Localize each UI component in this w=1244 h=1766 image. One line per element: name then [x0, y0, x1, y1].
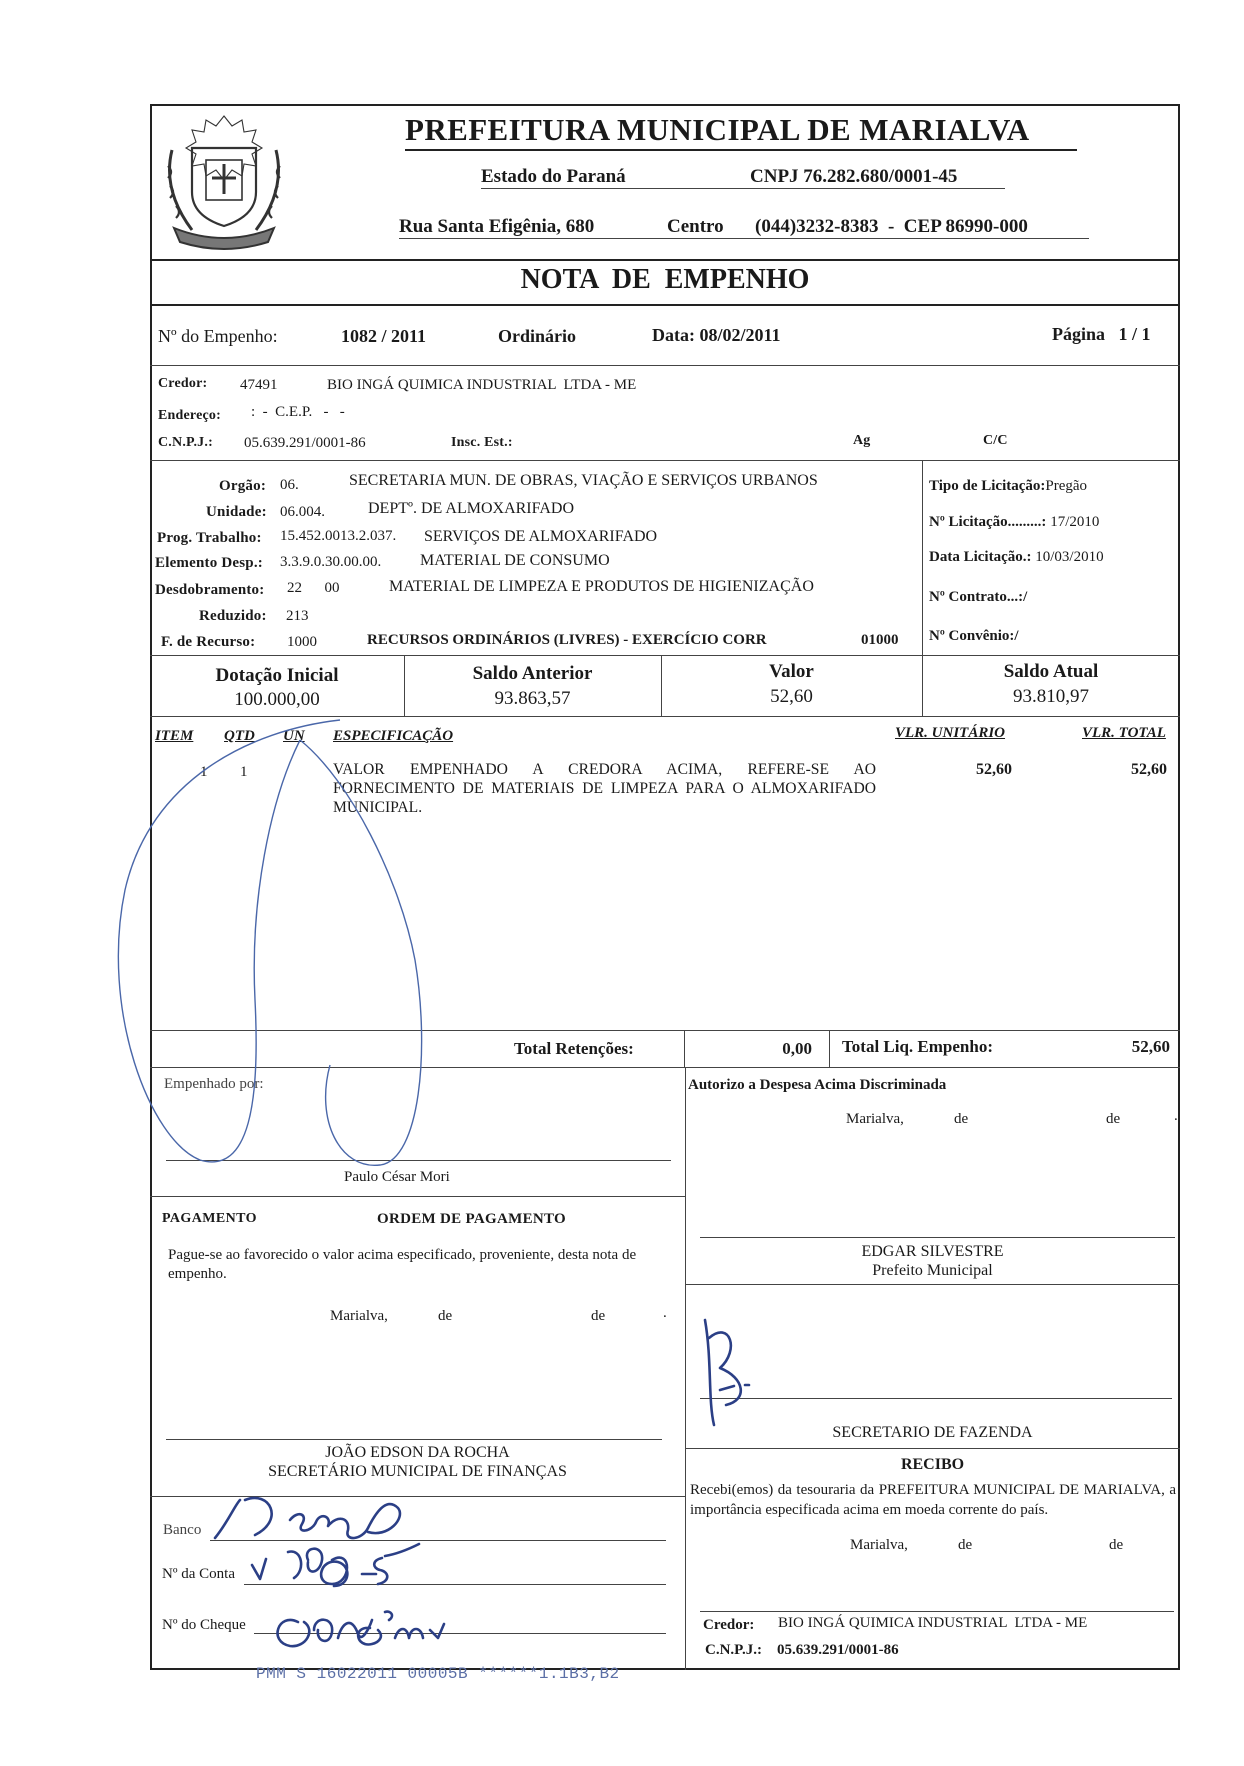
pagamento-label: PAGAMENTO: [162, 1211, 257, 1226]
empenho-type: Ordinário: [498, 326, 577, 346]
empenhado-por-name: Paulo César Mori: [344, 1169, 450, 1185]
divider-pagamento: [150, 1196, 685, 1197]
mayor-signature-line: [700, 1237, 1175, 1238]
credor-name: BIO INGÁ QUIMICA INDUSTRIAL LTDA - ME: [327, 377, 637, 393]
desdobramento-code: 22 00: [287, 580, 340, 596]
mayor-name: EDGAR SILVESTRE: [861, 1243, 1004, 1260]
fonte-recurso-name: RECURSOS ORDINÁRIOS (LIVRES) - EXERCÍCIO CORR: [367, 632, 767, 648]
numero-convenio-label: Nº Convênio:/: [929, 628, 1019, 644]
divider-signature-column: [685, 1067, 686, 1670]
credor-label: Credor:: [158, 376, 208, 391]
total-liquido-label: Total Liq. Empenho:: [842, 1037, 993, 1056]
numero-contrato-label: Nº Contrato...:/: [929, 589, 1028, 605]
total-retencoes-value: 0,00: [782, 1039, 812, 1058]
total-retencoes-label: Total Retenções:: [514, 1039, 634, 1058]
cnpj-label: C.N.P.J.:: [158, 435, 213, 450]
col-header-valor-unitario: VLR. UNITÁRIO: [895, 725, 1006, 741]
prog-trabalho-name: SERVIÇOS DE ALMOXARIFADO: [424, 528, 658, 545]
fazenda-signature-line: [700, 1398, 1172, 1399]
cheque-line: [254, 1633, 666, 1634]
divider-fazenda: [685, 1448, 1180, 1449]
recibo-credor-label: Credor:: [703, 1617, 755, 1633]
endereco-value: : - C.E.P. - -: [251, 404, 345, 420]
title-underline: [405, 149, 1077, 151]
conta-corrente-label: C/C: [983, 433, 1008, 448]
agencia-label: Ag: [853, 433, 871, 448]
fonte-recurso-label: F. de Recurso:: [161, 634, 256, 650]
numero-licitacao-label: Nº Licitação.........:: [929, 514, 1047, 530]
fonte-recurso-code: 1000: [287, 634, 317, 650]
recibo-de-2: de: [1109, 1537, 1124, 1553]
divider-header: [150, 259, 1180, 261]
recibo-signature-line: [700, 1611, 1174, 1612]
secretario-financas-title: SECRETÁRIO MUNICIPAL DE FINANÇAS: [268, 1463, 567, 1480]
autorizo-label: Autorizo a Despesa Acima Discriminada: [688, 1077, 947, 1093]
reduzido-label: Reduzido:: [199, 608, 267, 624]
item-number: 1: [200, 764, 208, 780]
valor-label: Valor: [769, 661, 814, 682]
divider-items: [150, 1030, 1180, 1031]
divider-totals: [150, 1067, 1180, 1068]
item-specification: VALOR EMPENHADO A CREDORA ACIMA, REFERE-SE AO FORNECIMENTO DE MATERIAIS DE LIMPEZA PARA O ALMOXARIFADO MUNICIPAL.: [333, 761, 876, 816]
address-underline: [399, 238, 1089, 239]
pagamento-city: Marialva,: [330, 1308, 388, 1324]
autorizo-de-2: de: [1106, 1111, 1121, 1127]
recibo-credor-name: BIO INGÁ QUIMICA INDUSTRIAL LTDA - ME: [778, 1615, 1088, 1631]
orgao-label: Orgão:: [219, 478, 267, 494]
empenho-date: Data: 08/02/2011: [652, 325, 781, 345]
col-header-valor-total: VLR. TOTAL: [1082, 725, 1166, 741]
phone-cep: (044)3232-8383 - CEP 86990-000: [755, 216, 1028, 237]
conta-line: [244, 1584, 666, 1585]
numero-licitacao: [929, 514, 1099, 531]
data-licitacao: [929, 549, 1104, 566]
orgao-name: SECRETARIA MUN. DE OBRAS, VIAÇÃO E SERVIÇOS URBANOS: [349, 472, 818, 489]
item-quantity: 1: [240, 764, 248, 780]
total-liquido-value: 52,60: [1131, 1037, 1170, 1056]
ordem-pagamento-label: ORDEM DE PAGAMENTO: [377, 1211, 567, 1227]
empenhado-signature-line: [166, 1160, 671, 1161]
municipal-coat-of-arms-icon: [154, 110, 294, 256]
elemento-desp-name: MATERIAL DE CONSUMO: [420, 552, 610, 569]
cnpj-header: CNPJ 76.282.680/0001-45: [750, 166, 958, 187]
unidade-code: 06.004.: [280, 504, 325, 520]
elemento-desp-code: 3.3.9.0.30.00.00.: [280, 554, 382, 570]
credor-code: 47491: [240, 377, 278, 393]
divider-empenho: [150, 365, 1180, 366]
bank-authentication-stamp: PMM S 16022011 00005B ******1.1B3,B2: [256, 1665, 620, 1683]
insc-est-label: Insc. Est.:: [451, 435, 513, 450]
divider-credor: [150, 460, 1180, 461]
divider-saldos: [150, 716, 1180, 717]
dotacao-inicial-value: 100.000,00: [234, 689, 320, 710]
document-title: NOTA DE EMPENHO: [520, 264, 810, 295]
secretario-financas-name: JOÃO EDSON DA ROCHA: [325, 1444, 510, 1461]
recibo-title: RECIBO: [900, 1456, 965, 1473]
divider-totals-2: [829, 1030, 830, 1067]
mayor-title: Prefeito Municipal: [872, 1262, 993, 1279]
prog-trabalho-label: Prog. Trabalho:: [157, 530, 262, 546]
item-unit-value: 52,60: [976, 761, 1012, 778]
desdobramento-label: Desdobramento:: [155, 582, 265, 598]
cheque-label: Nº do Cheque: [162, 1617, 246, 1633]
prog-trabalho-code: 15.452.0013.2.037.: [280, 528, 397, 544]
saldo-anterior-label: Saldo Anterior: [472, 663, 593, 684]
recibo-cnpj-value: 05.639.291/0001-86: [777, 1642, 899, 1658]
fonte-recurso-number: 01000: [861, 632, 899, 648]
page-number: Página 1 / 1: [1052, 324, 1151, 344]
divider-bank: [150, 1496, 685, 1497]
secretario-signature-line: [166, 1439, 662, 1440]
pagamento-de-2: de: [591, 1308, 606, 1324]
pagamento-de-1: de: [438, 1308, 453, 1324]
autorizo-de-1: de: [954, 1111, 969, 1127]
banco-line: [210, 1540, 666, 1541]
municipality-title: PREFEITURA MUNICIPAL DE MARIALVA: [405, 112, 1030, 147]
banco-label: Banco: [163, 1522, 202, 1538]
pagamento-dot: .: [663, 1305, 667, 1321]
divider-title: [150, 304, 1180, 306]
elemento-desp-label: Elemento Desp.:: [155, 555, 263, 571]
unidade-name: DEPTº. DE ALMOXARIFADO: [368, 500, 574, 517]
saldo-atual-value: 93.810,97: [1013, 686, 1089, 707]
saldo-atual-label: Saldo Atual: [1003, 661, 1099, 682]
cnpj-value: 05.639.291/0001-86: [244, 435, 366, 451]
recibo-city: Marialva,: [850, 1537, 908, 1553]
desdobramento-name: MATERIAL DE LIMPEZA E PRODUTOS DE HIGIENIZAÇÃO: [389, 578, 814, 595]
recibo-cnpj-label: C.N.P.J.:: [705, 1642, 762, 1658]
conta-label: Nº da Conta: [162, 1566, 235, 1582]
tipo-licitacao-value: Pregão: [1045, 478, 1088, 494]
col-header-un: UN: [283, 728, 305, 744]
item-total-value: 52,60: [1131, 761, 1167, 778]
divider-dotacao: [150, 655, 1180, 656]
empenho-number: 1082 / 2011: [341, 326, 427, 346]
endereco-label: Endereço:: [158, 408, 221, 423]
data-licitacao-value: 10/03/2010: [1035, 549, 1104, 565]
empenho-number-label: Nº do Empenho:: [158, 326, 278, 346]
state-label: Estado do Paraná: [481, 166, 626, 187]
col-header-especificacao: ESPECIFICAÇÃO: [333, 728, 454, 744]
reduzido-value: 213: [286, 608, 309, 624]
numero-licitacao-value: 17/2010: [1050, 514, 1100, 530]
recibo-text: Recebi(emos) da tesouraria da PREFEITURA MUNICIPAL DE MARIALVA, a importância especificada acima em moeda corrente do país.: [690, 1482, 1176, 1518]
saldo-anterior-value: 93.863,57: [494, 688, 571, 709]
street-address: Rua Santa Efigênia, 680: [399, 216, 595, 237]
col-header-item: ITEM: [155, 728, 194, 744]
valor-value: 52,60: [770, 686, 813, 707]
data-licitacao-label: Data Licitação.:: [929, 549, 1032, 565]
secretario-fazenda: SECRETARIO DE FAZENDA: [832, 1424, 1033, 1441]
divider-mayor: [685, 1284, 1180, 1285]
dotacao-inicial-label: Dotação Inicial: [215, 665, 339, 686]
autorizo-city: Marialva,: [846, 1111, 904, 1127]
state-underline: [481, 188, 1005, 189]
autorizo-dot: .: [1174, 1108, 1178, 1124]
empenhado-por-label: Empenhado por:: [164, 1076, 264, 1092]
orgao-code: 06.: [280, 477, 299, 493]
tipo-licitacao-label-text: Tipo de Licitação:: [929, 478, 1046, 494]
recibo-de-1: de: [958, 1537, 973, 1553]
district-label: Centro: [667, 216, 724, 237]
tipo-licitacao-label: [929, 478, 1087, 495]
unidade-label: Unidade:: [206, 504, 267, 520]
col-header-qtd: QTD: [224, 728, 255, 744]
pagamento-text: Pague-se ao favorecido o valor acima especificado, proveniente, desta nota de empenho.: [168, 1247, 637, 1282]
